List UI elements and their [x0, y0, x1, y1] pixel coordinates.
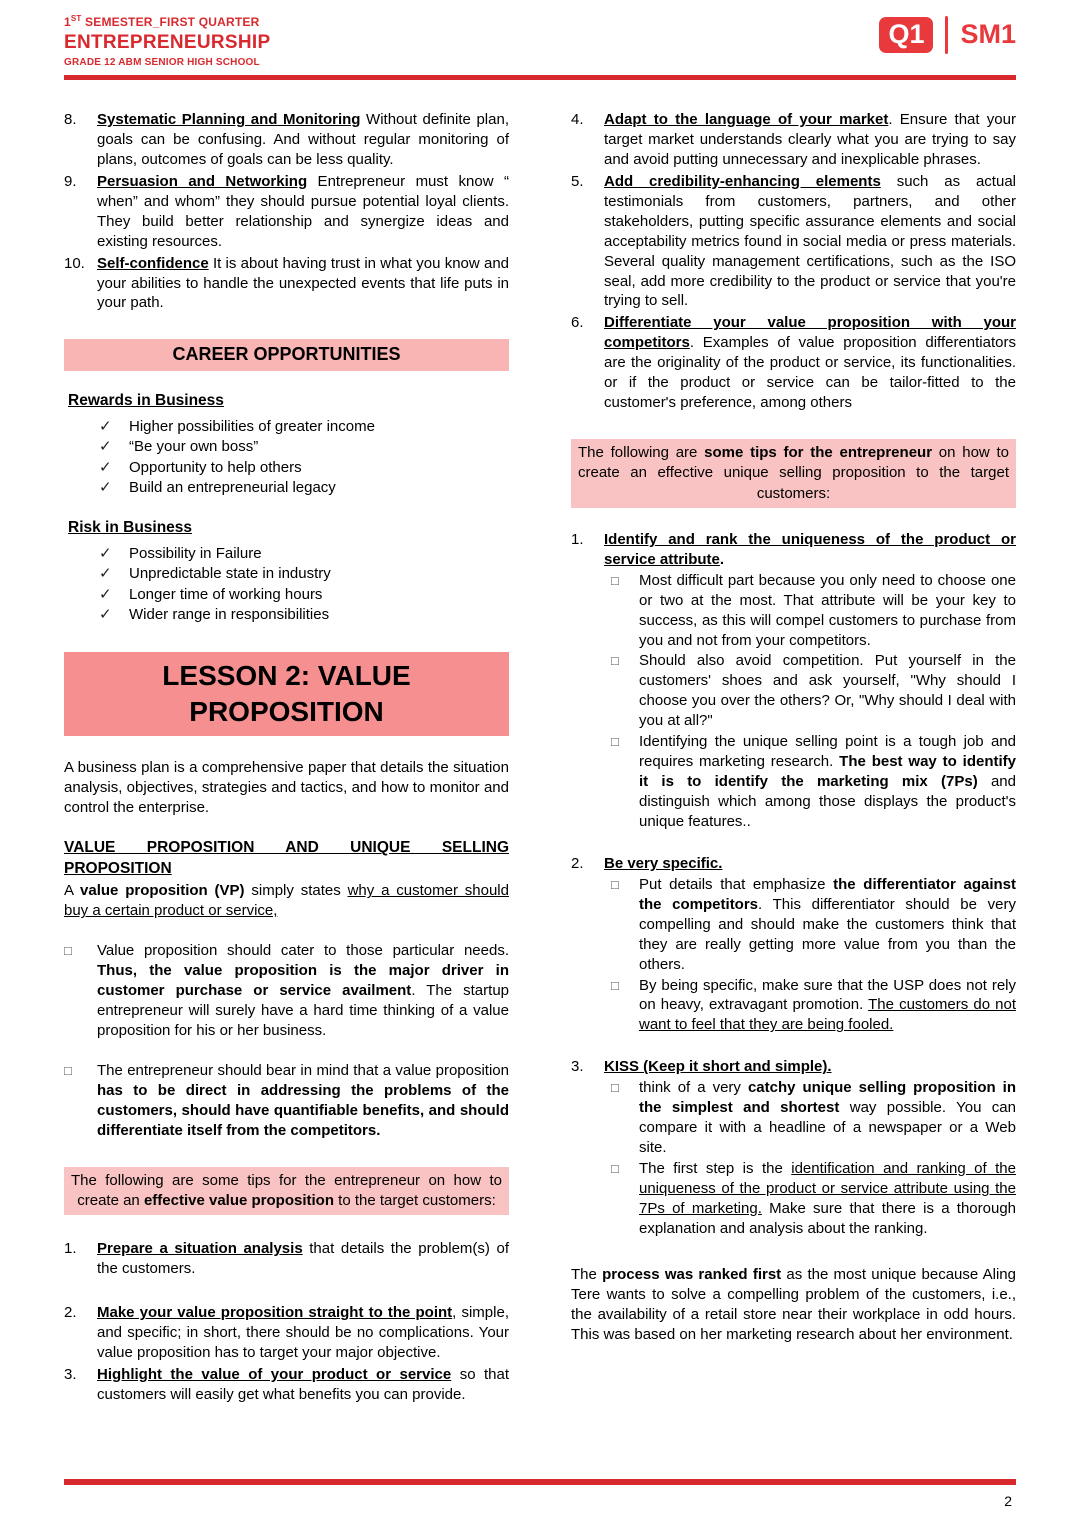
risk-heading: Risk in Business — [68, 519, 193, 537]
square-bullet-icon: □ — [611, 1161, 619, 1176]
usp-tip — [571, 1057, 1016, 1238]
list-item — [64, 585, 509, 605]
closing-paragraph: The process was ranked first as the most unique because Aling Tere wants to solve a compelling problem of the customers, i.e., the availability of a retail store near their workplace in odd hours. This was based on her marketing research about her environment. — [571, 1265, 1016, 1343]
check-icon: ✓ — [99, 606, 112, 624]
item-number: 1. — [64, 1240, 77, 1258]
bullet-text: Value proposition should cater to those particular needs. Thus, the value proposition is the major driver in customer purchase or service availment. The startup entrepreneur will surely have a hard time thinking of a value proposition for his or her business. — [97, 942, 509, 1040]
list-item — [64, 172, 509, 252]
header-rule — [64, 75, 1016, 80]
item-text: Persuasion and Networking Entrepreneur must know “ when” and whom” they should pursue potential loyal clients. They build better relationship and synergize ideas and existing resources. — [97, 172, 509, 250]
list-item-text: Opportunity to help others — [129, 458, 302, 476]
item-text: Make your value proposition straight to the point, simple, and specific; in short, there should be no complications. Your value proposition has to target your major objective. — [97, 1304, 509, 1362]
header-text-block — [64, 14, 270, 68]
item-text: Adapt to the language of your market. Ensure that your target market understands clearly what you are trying to say and avoid putting unnecessary and inexplicable phrases. — [604, 111, 1016, 168]
footer-rule — [64, 1479, 1016, 1485]
list-item — [571, 313, 1016, 413]
traits-list — [64, 110, 509, 313]
square-bullet-icon: □ — [611, 653, 619, 669]
list-item-text: Build an entrepreneurial legacy — [129, 479, 336, 497]
grade-subtitle: GRADE 12 ABM SENIOR HIGH SCHOOL — [64, 57, 260, 68]
bullet-text: The first step is the identification and ranking of the uniqueness of the product or service attribute using the 7Ps of marketing. Make sure that there is a thorough explanation and analysis about the ranking. — [639, 1160, 1017, 1237]
check-icon: ✓ — [99, 545, 112, 563]
vp-tips-continued-list — [571, 110, 1016, 413]
list-item — [571, 110, 1016, 170]
bullet-item — [64, 941, 509, 1041]
item-number: 8. — [64, 111, 77, 128]
list-item-text: Wider range in responsibilities — [129, 606, 330, 624]
bullet-item — [604, 1159, 1016, 1239]
list-item-text: Unpredictable state in industry — [129, 565, 331, 583]
item-text: Differentiate your value proposition with your competitors. Examples of value proposition differentiators are the originality of the product or service, its functionalities. or if the product or service can be tailor-fitted to the customer's preference, among others — [604, 314, 1016, 412]
usp-tip — [571, 854, 1016, 1035]
bullet-text: Should also avoid competition. Put yourself in the customers' shoes and ask yourself, "Why should I choose you over the others? Or, "Why should I deal with you at all?" — [639, 652, 1016, 730]
lesson-intro-paragraph: A business plan is a comprehensive paper that details the situation analysis, objectives, strategies and tactics, and how to monitor and control the enterprise. — [64, 759, 509, 817]
bullet-text: Most difficult part because you only need to choose one or two at the most. That attribute will be your key to success, as this will compel customers to purchase from you and not from your competitors. — [639, 571, 1016, 649]
item-text: Add credibility-enhancing elements such as actual testimonials from customers, partners, and other stakeholders, putting specific assurance elements and social acceptability metrics found in social media or press materials. Several quality management certifications, such as the ISO seal, add more credibility to the product or service that you're trying to sell. — [604, 172, 1016, 310]
list-item — [64, 417, 509, 437]
bullet-item — [604, 875, 1016, 975]
item-text: Prepare a situation analysis that details the problem(s) of the customers. — [97, 1240, 510, 1278]
rewards-list — [64, 417, 509, 499]
usp-tip-heading: KISS (Keep it short and simple). — [604, 1058, 832, 1076]
item-number: 9. — [64, 172, 77, 190]
item-number: 6. — [571, 314, 584, 332]
bullet-item — [604, 571, 1016, 651]
bullet-text: Put details that emphasize the differentiator against the competitors. This differentiator should be very compelling and should make the customers think that they are really getting more value from you than the others. — [639, 875, 1016, 973]
usp-tip-body — [604, 854, 1016, 1035]
item-number: 3. — [571, 1058, 584, 1076]
list-item — [64, 254, 509, 314]
list-item — [64, 544, 509, 564]
bullet-text: By being specific, make sure that the USP does not rely on heavy, extravagant promotion. The customers do not want to feel that they are being fooled. — [639, 976, 1016, 1034]
lesson-title-banner: LESSON 2: VALUE PROPOSITION — [64, 652, 509, 737]
check-icon: ✓ — [99, 458, 112, 476]
square-bullet-icon: □ — [611, 876, 619, 892]
square-bullet-icon: □ — [611, 1080, 619, 1096]
item-text: Systematic Planning and Monitoring Without definite plan, goals can be confusing. And without regular monitoring of plans, outcomes of goals can be less quality. — [97, 111, 509, 168]
item-number: 3. — [64, 1365, 77, 1383]
list-item — [64, 1239, 509, 1279]
check-icon: ✓ — [99, 565, 112, 583]
list-item — [64, 110, 509, 170]
page-header — [64, 14, 1016, 68]
square-bullet-icon: □ — [611, 572, 619, 588]
badge-divider — [945, 16, 948, 54]
course-title: ENTREPRENEURSHIP — [64, 32, 271, 53]
career-opportunities-banner: CAREER OPPORTUNITIES — [64, 339, 509, 371]
list-item-text: Longer time of working hours — [129, 585, 323, 603]
quarter-badge: Q1 — [879, 17, 933, 53]
list-item — [64, 437, 509, 457]
semester-number: 1 — [64, 15, 71, 29]
bullet-item — [604, 1078, 1016, 1158]
item-number: 10. — [64, 254, 85, 272]
item-number: 4. — [571, 111, 584, 128]
usp-tip — [571, 530, 1016, 832]
semester-text: SEMESTER_FIRST QUARTER — [81, 15, 260, 29]
usp-tips-list — [571, 530, 1016, 1239]
semester-ordinal: ST — [70, 14, 82, 23]
bullet-item — [604, 732, 1016, 832]
bullet-text: Identifying the unique selling point is a tough job and requires marketing research. The best way to identify it is to identify the marketing mix (7Ps) and distinguish which among those displays the product's unique features.. — [639, 733, 1016, 830]
right-column — [571, 108, 1016, 1405]
risk-list — [64, 544, 509, 626]
vp-section-heading: VALUE PROPOSITION AND UNIQUE SELLING PROPOSITION — [64, 839, 509, 877]
check-icon: ✓ — [99, 585, 112, 603]
item-number: 2. — [571, 854, 584, 872]
usp-tips-highlight: The following are some tips for the entrepreneur on how to create an effective unique selling proposition to the target customers: — [571, 439, 1016, 508]
page-number: 2 — [1004, 1493, 1012, 1509]
list-item-text: Higher possibilities of greater income — [129, 417, 375, 435]
item-number: 1. — [571, 530, 584, 548]
usp-tip-body — [604, 1057, 1016, 1238]
bullet-item — [604, 976, 1016, 1036]
bullet-item — [604, 651, 1016, 731]
list-item-text: “Be your own boss” — [129, 438, 259, 456]
bullet-text: think of a very catchy unique selling proposition in the simplest and shortest way possible. You can compare it with a headline of a newspaper or a Web site. — [639, 1079, 1017, 1157]
check-icon: ✓ — [99, 438, 112, 456]
square-bullet-icon: □ — [64, 1063, 72, 1079]
item-number: 5. — [571, 172, 584, 190]
two-column-body — [64, 108, 1016, 1405]
header-badges — [879, 16, 1016, 54]
list-item — [64, 458, 509, 478]
vp-tips-list — [64, 1239, 509, 1405]
check-icon: ✓ — [99, 417, 112, 435]
list-item — [64, 478, 509, 498]
list-item — [64, 564, 509, 584]
check-icon: ✓ — [99, 479, 112, 497]
rewards-heading: Rewards in Business — [68, 392, 224, 410]
item-number: 2. — [64, 1304, 77, 1322]
list-item-text: Possibility in Failure — [129, 545, 262, 563]
vp-tips-highlight: The following are some tips for the entrepreneur on how to create an effective value proposition to the target customers: — [64, 1167, 509, 1216]
list-item — [64, 605, 509, 625]
usp-tip-heading: Identify and rank the uniqueness of the product or service attribute. — [604, 530, 1016, 568]
semester-line — [64, 14, 270, 29]
left-column — [64, 108, 509, 1405]
item-text: Self-confidence It is about having trust in what you know and your abilities to handle the unexpected events that life puts in your path. — [97, 254, 509, 312]
module-badge: SM1 — [960, 19, 1016, 50]
list-item — [64, 1365, 509, 1405]
vp-intro-paragraph: A value proposition (VP) simply states why a customer should buy a certain product or service, — [64, 882, 509, 920]
bullet-text: The entrepreneur should bear in mind that a value proposition has to be direct in addressing the problems of the customers, should have quantifiable benefits, and should differentiate itself from the competitors. — [97, 1062, 509, 1139]
square-bullet-icon: □ — [611, 977, 619, 993]
list-item — [571, 172, 1016, 312]
bullet-item — [64, 1061, 509, 1141]
usp-tip-heading: Be very specific. — [604, 854, 723, 872]
usp-tip-body — [604, 530, 1016, 832]
square-bullet-icon: □ — [611, 734, 619, 750]
square-bullet-icon: □ — [64, 943, 72, 959]
list-item — [64, 1303, 509, 1363]
item-text: Highlight the value of your product or service so that customers will easily get what benefits you can provide. — [97, 1365, 510, 1403]
